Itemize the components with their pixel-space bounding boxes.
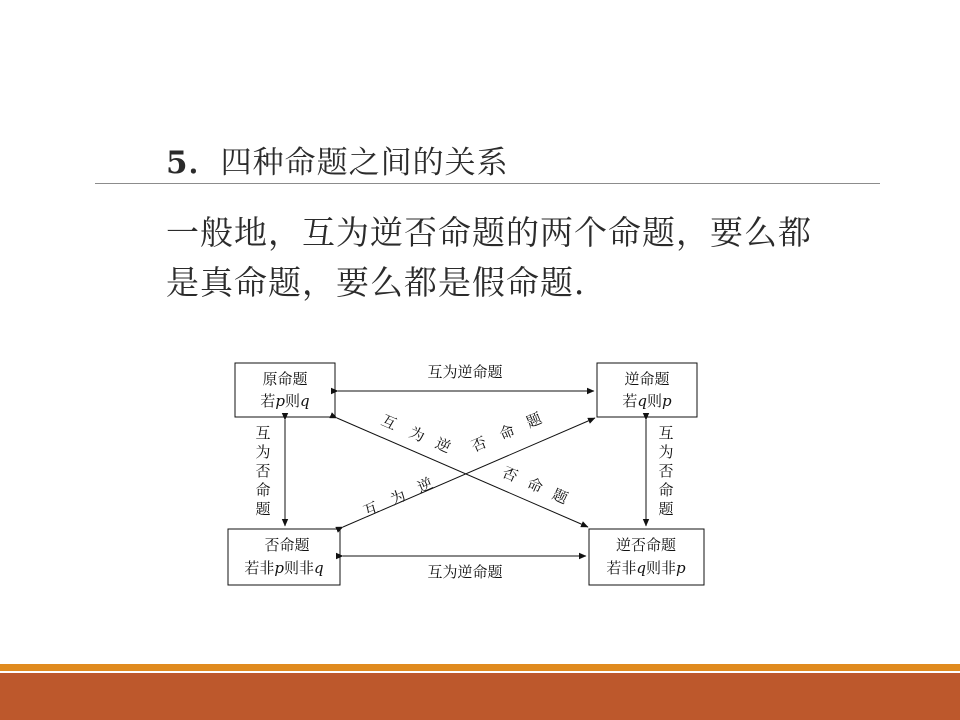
box-contrapositive-title: 逆否命题 <box>615 536 677 554</box>
label-diag-down-char: 逆 <box>432 434 454 457</box>
label-right-char: 题 <box>658 500 674 518</box>
box-original-title: 原命题 <box>262 370 308 388</box>
label-right-char: 为 <box>658 443 674 461</box>
body-line-1: 一般地，互为逆否命题的两个命题，要么都 <box>166 213 812 252</box>
label-right-char: 互 <box>658 424 674 442</box>
label-left-char: 否 <box>255 462 271 480</box>
title-divider <box>95 183 880 184</box>
label-diag-up-char: 命 <box>496 421 518 444</box>
label-diag-up-char: 否 <box>468 433 490 456</box>
label-diag-down-char: 题 <box>549 485 571 508</box>
title-number: 5． <box>166 145 221 181</box>
label-left-char: 互 <box>255 424 271 442</box>
box-converse-title: 逆命题 <box>624 370 670 388</box>
label-diag-up-char: 逆 <box>414 474 436 497</box>
box-original-statement: 若p则q <box>260 392 310 410</box>
label-left-char: 命 <box>255 481 271 499</box>
slide-title <box>166 137 509 182</box>
body-paragraph <box>166 208 896 308</box>
box-contrapositive-statement: 若非q则非p <box>606 559 686 577</box>
label-diag-up-char: 互 <box>360 498 382 521</box>
label-top: 互为逆命题 <box>427 363 503 381</box>
box-inverse-title: 否命题 <box>264 536 310 554</box>
label-diag-down-char: 命 <box>524 474 546 497</box>
label-diag-down-char: 互 <box>378 411 400 434</box>
label-right-char: 命 <box>658 481 674 499</box>
label-right-char: 否 <box>658 462 674 480</box>
label-diag-down-char: 否 <box>499 463 521 486</box>
body-line-2: 是真命题，要么都是假命题． <box>166 263 608 302</box>
footer-accent-stripe <box>0 664 960 671</box>
label-diag-up-char: 为 <box>387 486 409 509</box>
box-inverse-statement: 若非p则非q <box>244 559 324 577</box>
label-left <box>255 424 270 518</box>
four-propositions-diagram <box>225 355 710 595</box>
box-converse-statement: 若q则p <box>622 392 672 410</box>
label-left-char: 题 <box>255 500 271 518</box>
label-diag-down-char: 为 <box>406 423 428 446</box>
label-bottom: 互为逆命题 <box>427 563 503 581</box>
label-diag-up-char: 题 <box>523 409 545 432</box>
label-right <box>658 424 673 518</box>
label-left-char: 为 <box>255 443 271 461</box>
title-text: 四种命题之间的关系 <box>220 145 509 181</box>
arrow-diagonal-up <box>343 418 595 527</box>
diagram-svg <box>225 355 710 595</box>
footer-bar <box>0 673 960 720</box>
